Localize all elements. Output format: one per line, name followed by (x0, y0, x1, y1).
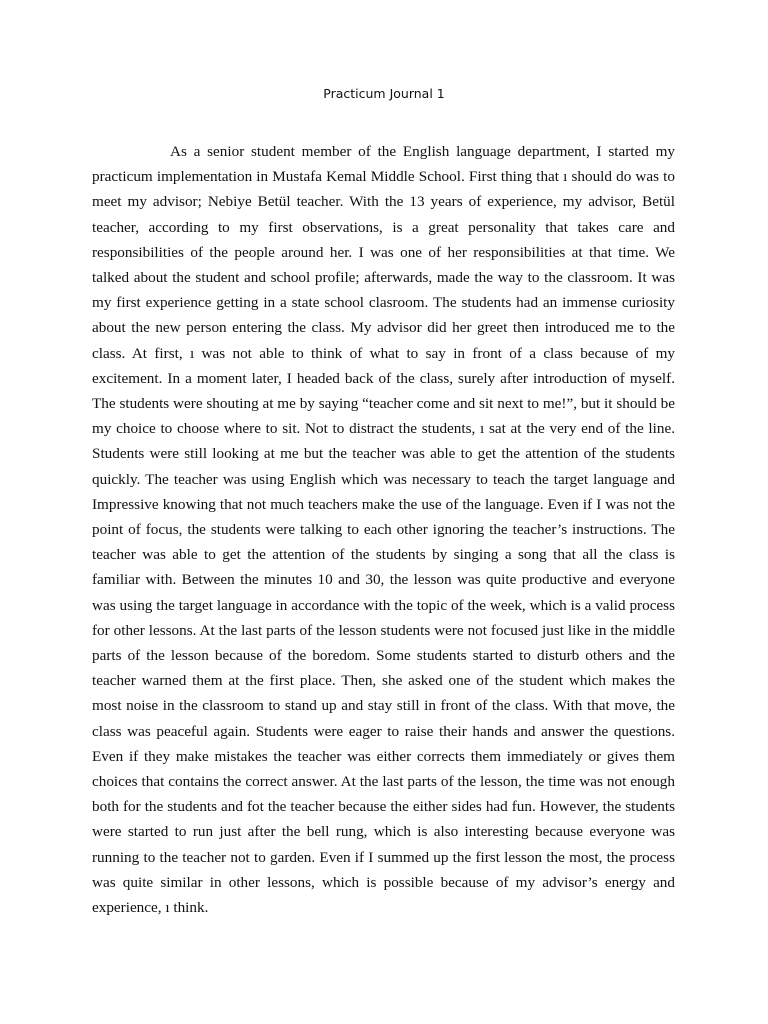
journal-paragraph: As a senior student member of the English language department, I started my practicum implementation in Mustafa Kemal Middle School. First thing that ı should do was to meet my advisor; Nebiye Betül teacher. With the 13 years of experience, my advisor, Betül teacher, according to my first observations, is a great personality that takes care and responsibilities of the people around her. I was one of her responsibilities at that time. We talked about the student and school profile; afterwards, made the way to the classroom. It was my first experience getting in a state school clasroom. The students had an immense curiosity about the new person entering the class. My advisor did her greet then introduced me to the class. At first, ı was not able to think of what to say in front of a class because of my excitement. In a moment later, I headed back of the class, surely after introduction of myself. The students were shouting at me by saying “teacher come and sit next to me!”, but it should be my choice to choose where to sit. Not to distract the students, ı sat at the very end of the line. Students were still looking at me but the teacher was able to get the attention of the students quickly. The teacher was using English which was necessary to teach the target language and Impressive knowing that not much teachers make the use of the language. Even if I was not the point of focus, the students were talking to each other ignoring the teacher’s instructions. The teacher was able to get the attention of the students by singing a song that all the class is familiar with. Between the minutes 10 and 30, the lesson was quite productive and everyone was using the target language in accordance with the topic of the week, which is a valid process for other lessons. At the last parts of the lesson students were not focused just like in the middle parts of the lesson because of the boredom. Some students started to disturb others and the teacher warned them at the first place. Then, she asked one of the student which makes the most noise in the classroom to stand up and stay still in front of the class. With that move, the class was peaceful again. Students were eager to raise their hands and answer the questions. Even if they make mistakes the teacher was either corrects them immediately or gives them choices that contains the correct answer. At the last parts of the lesson, the time was not enough both for the students and fot the teacher because the either sides had fun. However, the students were started to run just after the bell rung, which is also interesting because everyone was running to the teacher not to garden. Even if I summed up the first lesson the most, the process was quite similar in other lessons, which is possible because of my advisor’s energy and experience, ı think. (92, 143, 675, 917)
document-title: Practicum Journal 1 (323, 86, 445, 101)
